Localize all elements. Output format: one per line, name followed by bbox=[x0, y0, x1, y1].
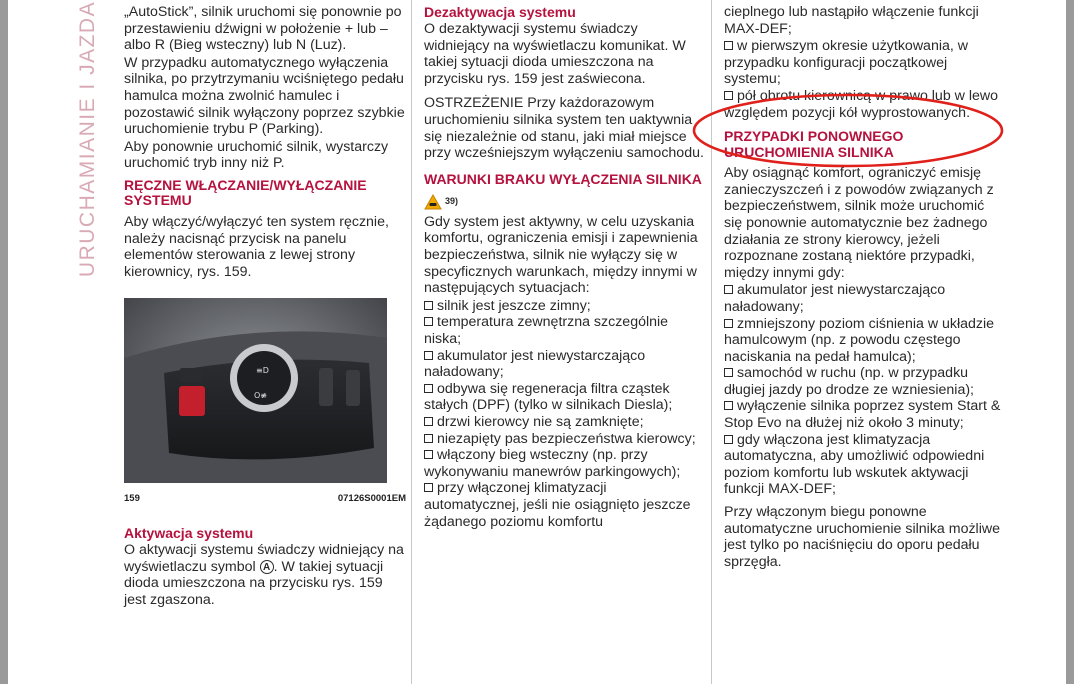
list-item bbox=[424, 431, 704, 448]
list-item bbox=[424, 447, 704, 480]
list-item bbox=[424, 414, 704, 431]
list-item-text: niezapięty pas bezpieczeństwa kierowcy; bbox=[437, 430, 696, 447]
checkbox-bullet-icon bbox=[724, 319, 733, 328]
section-heading: PRZYPADKI PONOWNEGO URUCHOMIENIA SILNIKA bbox=[724, 128, 904, 160]
activation-text-part: . W takiej sytuacji dioda umieszczona na przycisku rys. 159 jest zgaszona. bbox=[124, 558, 384, 608]
list-item-text: gdy włączona jest klimatyzacja automatyczna, aby umożliwić odpowiedni poziom komfortu lub wskutek aktywacji funkcji MAX-DEF; bbox=[724, 431, 985, 498]
checkbox-bullet-icon bbox=[724, 401, 733, 410]
list-item-text: odbywa się regeneracja filtra cząstek stałych (DPF) (tylko w silnikach Diesla); bbox=[424, 380, 673, 414]
paragraph: W przypadku automatycznego wyłączenia silnika, po przytrzymaniu wciśniętego pedału hamulca można zwolnić hamulec i pozostawić silnik wyłączony poprzez szybkie uruchomienie trybu P (Parking). bbox=[124, 54, 405, 138]
list-item bbox=[724, 316, 1004, 366]
list-item-text: drzwi kierowcy nie są zamknięte; bbox=[437, 414, 644, 431]
list-item-text: zmniejszony poziom ciśnienia w układzie hamulcowym (np. z powodu częstego naciskania na pedał hamulca); bbox=[724, 315, 995, 365]
list-item bbox=[424, 298, 704, 315]
list-item bbox=[424, 381, 704, 414]
light-switch-panel-image bbox=[124, 298, 387, 483]
side-title-text: URUCHAMIANIE I JAZDA bbox=[76, 0, 99, 277]
list-item-text: pół obrotu kierownicą w prawo lub w lewo względem pozycji kół wyprostowanych. bbox=[724, 87, 999, 121]
list-item bbox=[724, 365, 1004, 398]
list-item-text: akumulator jest niewystarczająco naładowany; bbox=[724, 282, 946, 315]
warning-triangle-icon bbox=[424, 194, 442, 210]
column-2 bbox=[424, 4, 704, 530]
list-item bbox=[424, 314, 704, 347]
paragraph: cieplnego lub nastąpiło włączenie funkcji MAX-DEF; bbox=[724, 4, 979, 37]
paragraph: Aby ponownie uruchomić silnik, wystarczy uruchomić tryb inny niż P. bbox=[124, 138, 389, 172]
manual-page bbox=[8, 0, 1066, 684]
list-item-text: w pierwszym okresie użytkowania, w przypadku konfiguracji początkowej systemu; bbox=[724, 38, 969, 88]
checkbox-bullet-icon bbox=[724, 368, 733, 377]
dashboard-figure bbox=[124, 298, 387, 483]
paragraph: Aby włączyć/wyłączyć ten system ręcznie, należy nacisnąć przycisk na panelu elementów sterowania z lewej strony kierownicy, rys. 159. bbox=[124, 213, 389, 280]
checkbox-bullet-icon bbox=[424, 384, 433, 393]
paragraph: „AutoStick”, silnik uruchomi się ponownie po przestawieniu dźwigni w położenie + lub – albo R (Bieg wsteczny) lub N (Luz). bbox=[124, 4, 402, 54]
column-divider bbox=[411, 0, 412, 684]
red-highlight-ellipse bbox=[691, 92, 1005, 169]
checkbox-bullet-icon bbox=[424, 351, 433, 360]
list-item-text: temperatura zewnętrzna szczególnie niska; bbox=[424, 314, 669, 348]
paragraph: Aby osiągnąć komfort, ograniczyć emisję zanieczyszczeń i z powodów związanych z bezpieczeństwem, silnik może uruchomić się ponownie automatycznie bez żadnego działania ze strony kierowcy, jeżeli rozpoznane zostaną niektóre przypadki, między innymi gdy: bbox=[724, 165, 994, 281]
checkbox-bullet-icon bbox=[724, 285, 733, 294]
list-item bbox=[424, 480, 704, 530]
column-3 bbox=[724, 4, 1004, 571]
svg-text:≡D: ≡D bbox=[256, 366, 269, 376]
activation-text bbox=[124, 542, 406, 608]
section-heading: WARUNKI BRAKU WYŁĄCZENIA SILNIKA bbox=[424, 170, 702, 187]
list-item-text: wyłączenie silnika poprzez system Start & Stop Evo na dłużej niż około 3 minuty; bbox=[724, 398, 1001, 432]
list-item-text: samochód w ruchu (np. w przypadku długiej jazdy po drodze ze wzniesienia); bbox=[724, 365, 974, 398]
list-item bbox=[424, 348, 704, 381]
checkbox-bullet-icon bbox=[724, 41, 733, 50]
checkbox-bullet-icon bbox=[424, 317, 433, 326]
warning-paragraph: OSTRZEŻENIE Przy każdorazowym uruchomieniu silnika system ten uaktywnia się niezależnie od stanu, jaki miał miejsce przy wcześniejszym wyłączeniu samochodu. bbox=[424, 95, 704, 162]
figure-number: 159 bbox=[124, 493, 140, 505]
checkbox-bullet-icon bbox=[424, 434, 433, 443]
activation-title: Aktywacja systemu bbox=[124, 524, 254, 541]
warning-ref-number: 39) bbox=[445, 196, 459, 207]
figure-code: 07126S0001EM bbox=[337, 493, 406, 505]
autostop-symbol-icon: A bbox=[260, 560, 274, 574]
list-item-text: silnik jest jeszcze zimny; bbox=[437, 297, 591, 314]
list-item bbox=[724, 38, 1004, 88]
paragraph: O dezaktywacji systemu świadczy widniejący na wyświetlaczu komunikat. W takiej sytuacji dioda umieszczona na przycisku rys. 159 jest zaświecona. bbox=[424, 21, 686, 87]
checkbox-bullet-icon bbox=[424, 417, 433, 426]
section-side-title bbox=[68, 0, 108, 277]
list-item-text: akumulator jest niewystarczająco naładowany; bbox=[424, 347, 646, 381]
list-item-text: przy włączonej klimatyzacji automatycznej, jeśli nie osiągnięto jeszcze żądanego poziomu komfortu bbox=[424, 480, 691, 530]
checkbox-bullet-icon bbox=[724, 435, 733, 444]
deactivation-title: Dezaktywacja systemu bbox=[424, 4, 576, 20]
paragraph: Gdy system jest aktywny, w celu uzyskania komfortu, ograniczenia emisji i zapewnienia bezpieczeństwa, silnik nie wyłączy się w specyficznych warunkach, między innymi w następujących sytuacjach: bbox=[424, 213, 698, 297]
column-1 bbox=[124, 4, 406, 609]
checkbox-bullet-icon bbox=[424, 483, 433, 492]
svg-text:O≢: O≢ bbox=[254, 391, 267, 401]
list-item bbox=[724, 432, 1004, 498]
list-item bbox=[724, 282, 1004, 315]
section-heading: RĘCZNE WŁĄCZANIE/WYŁĄCZANIE SYSTEMU bbox=[124, 176, 367, 209]
warning-reference bbox=[424, 193, 704, 210]
paragraph: Przy włączonym biegu ponowne automatyczne uruchomienie silnika możliwe jest tylko po naciśnięciu do oporu pedału sprzęgła. bbox=[724, 504, 1000, 570]
checkbox-bullet-icon bbox=[424, 450, 433, 459]
figure-caption bbox=[124, 491, 406, 508]
checkbox-bullet-icon bbox=[424, 301, 433, 310]
list-item-text: włączony bieg wsteczny (np. przy wykonywaniu manewrów parkingowych); bbox=[424, 447, 681, 480]
list-item bbox=[724, 398, 1004, 431]
activation-text-part: O aktywacji systemu świadczy widniejący na wyświetlaczu symbol bbox=[124, 541, 404, 575]
